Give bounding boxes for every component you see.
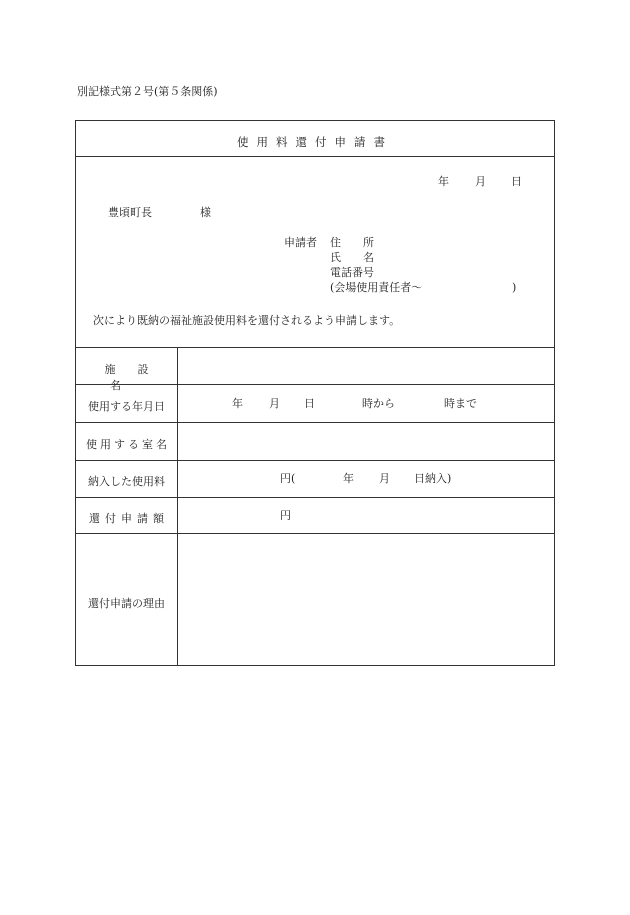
divider <box>76 497 554 498</box>
usage-time-from-label: 時から <box>362 397 395 410</box>
room-name-label: 使用する室名 <box>86 438 170 451</box>
applicant-responsible-label: (会場使用責任者～ <box>330 281 423 294</box>
applicant-name-label: 氏 名 <box>330 251 374 264</box>
divider <box>76 460 554 461</box>
usage-day-label: 日 <box>304 397 315 410</box>
divider <box>76 533 554 534</box>
usage-month-label: 月 <box>269 397 280 410</box>
divider <box>76 347 554 348</box>
paid-year-label: 年 <box>343 472 354 485</box>
addressee-name: 豊頃町長 <box>108 206 152 219</box>
paid-fee-label: 納入した使用料 <box>88 475 165 488</box>
divider <box>76 156 554 157</box>
date-year-label: 年 <box>438 175 449 188</box>
paid-month-label: 月 <box>379 472 390 485</box>
applicant-address-label: 住 所 <box>330 236 374 249</box>
paid-day-label: 日納入) <box>414 472 452 485</box>
request-statement: 次により既納の福祉施設使用料を還付されるよう申請します。 <box>93 314 401 327</box>
application-form <box>75 120 555 666</box>
column-divider <box>177 347 178 665</box>
addressee-honorific: 様 <box>200 206 211 219</box>
applicant-responsible-close: ) <box>512 281 517 294</box>
refund-amount-label: 還付申請額 <box>89 512 169 525</box>
usage-time-to-label: 時まで <box>444 397 477 410</box>
divider <box>76 422 554 423</box>
refund-reason-label: 還付申請の理由 <box>88 597 165 610</box>
usage-year-label: 年 <box>232 397 243 410</box>
refund-yen-label: 円 <box>280 509 291 522</box>
form-reference: 別記様式第２号(第５条関係) <box>77 85 218 98</box>
form-title: 使用料還付申請書 <box>237 135 393 149</box>
facility-name-label: 施設名 <box>104 363 171 392</box>
usage-date-label: 使用する年月日 <box>88 400 165 413</box>
date-day-label: 日 <box>511 175 522 188</box>
applicant-label: 申請者 <box>284 236 317 249</box>
applicant-phone-label: 電話番号 <box>330 266 374 279</box>
date-month-label: 月 <box>475 175 486 188</box>
paid-fee-yen-label: 円( <box>280 472 296 485</box>
